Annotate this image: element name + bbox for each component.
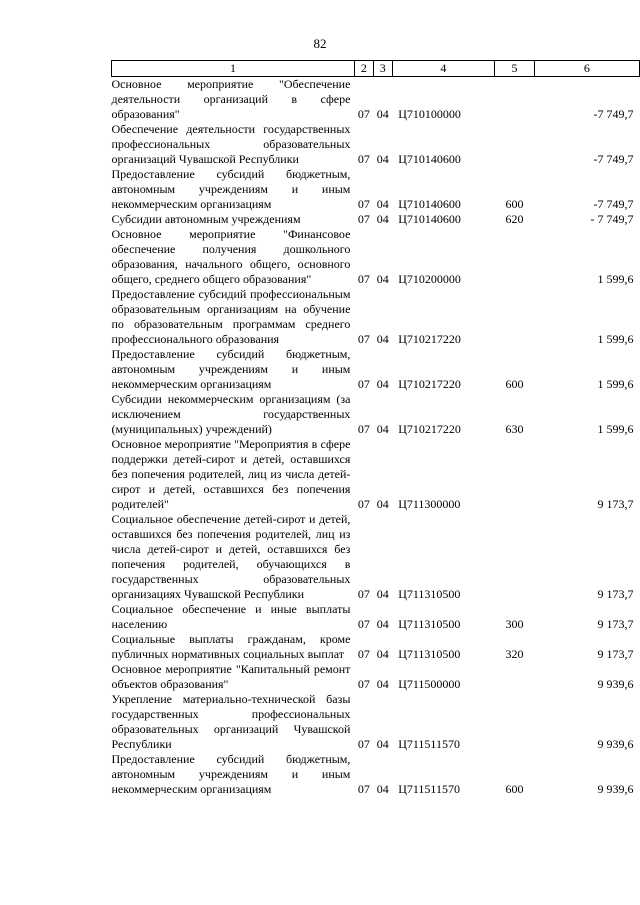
column-header-amount: 6 [534,61,639,77]
row-target-article-cell: Ц711310500 [398,647,461,661]
row-name-cell: Субсидии некоммерческим организациям (за исключением государственных (муниципальных) учреждений) [111,392,351,436]
column-header-name: 1 [112,61,355,77]
row-target-article-cell: Ц711500000 [398,677,461,691]
row-name-cell: Обеспечение деятельности государственных профессиональных образовательных организаций Чувашской Республики [111,122,351,166]
row-amount-cell: 9 939,6 [597,737,634,751]
row-expense-type-cell: 620 [505,212,524,226]
row-expense-type-cell [495,77,535,123]
row-name-cell: Предоставление субсидий бюджетным, автономным учреждениям и иным некоммерческим организациям [111,347,351,391]
row-subsection-cell: 04 [376,107,389,121]
row-amount-cell: 1 599,6 [597,332,634,346]
row-expense-type-cell [495,662,535,692]
row-section-cell: 07 [357,377,370,391]
row-expense-type-cell [495,122,535,167]
row-section-cell: 07 [357,497,370,511]
row-section-cell: 07 [357,677,370,691]
row-expense-type-cell: 600 [505,377,524,391]
row-target-article-cell: Ц711310500 [398,617,461,631]
table-row [112,752,640,797]
table-row [112,212,640,227]
row-section-cell: 07 [357,647,370,661]
row-amount-cell: - 7 749,7 [590,212,634,226]
column-number-row [112,61,640,77]
row-amount-cell: 1 599,6 [597,377,634,391]
row-expense-type-cell: 300 [505,617,524,631]
column-header-target-article: 4 [392,61,494,77]
column-header-expense-type: 5 [495,61,535,77]
row-target-article-cell: Ц710140600 [398,197,461,211]
row-amount-cell: -7 749,7 [593,152,634,166]
row-subsection-cell: 04 [376,497,389,511]
row-name-cell: Социальное обеспечение и иные выплаты населению [111,602,351,631]
row-subsection-cell: 04 [376,272,389,286]
row-target-article-cell: Ц710217220 [398,332,461,346]
row-expense-type-cell: 600 [505,197,524,211]
row-target-article-cell: Ц710140600 [398,152,461,166]
row-section-cell: 07 [357,197,370,211]
table-row [112,347,640,392]
row-subsection-cell: 04 [376,197,389,211]
row-amount-cell: 9 939,6 [597,677,634,691]
row-target-article-cell: Ц710140600 [398,212,461,226]
row-name-cell: Предоставление субсидий бюджетным, автономным учреждениям и иным некоммерческим организациям [111,752,351,796]
table-row [112,437,640,512]
row-section-cell: 07 [357,212,370,226]
row-name-cell: Укрепление материально-технической базы государственных профессиональных образовательных организаций Чувашской Республики [111,692,351,751]
row-section-cell: 07 [357,107,370,121]
row-subsection-cell: 04 [376,617,389,631]
table-row [112,77,640,123]
row-name-cell: Предоставление субсидий бюджетным, автономным учреждениям и иным некоммерческим организациям [111,167,351,211]
row-name-cell: Предоставление субсидий профессиональным образовательным организациям на обучение по образовательным программам среднего профессионального образования [111,287,351,346]
row-amount-cell: 9 173,7 [597,587,634,601]
row-section-cell: 07 [357,152,370,166]
row-amount-cell: 9 173,7 [597,617,634,631]
row-name-cell: Основное мероприятие "Капитальный ремонт объектов образования" [111,662,351,691]
row-amount-cell: 1 599,6 [597,272,634,286]
row-target-article-cell: Ц710100000 [398,107,461,121]
row-section-cell: 07 [357,422,370,436]
row-section-cell: 07 [357,782,370,796]
row-subsection-cell: 04 [376,212,389,226]
row-subsection-cell: 04 [376,332,389,346]
row-amount-cell: 9 939,6 [597,782,634,796]
row-amount-cell: -7 749,7 [593,197,634,211]
row-name-cell: Основное мероприятие "Финансовое обеспечение получения дошкольного образования, начального общего, основного общего, среднего общего образования" [111,227,351,286]
row-target-article-cell: Ц711310500 [398,587,461,601]
row-target-article-cell: Ц710217220 [398,377,461,391]
table-row [112,632,640,662]
row-section-cell: 07 [357,617,370,631]
table-row [112,602,640,632]
row-expense-type-cell: 320 [505,647,524,661]
table-row [112,167,640,212]
row-expense-type-cell: 630 [505,422,524,436]
row-expense-type-cell [495,437,535,512]
row-subsection-cell: 04 [376,377,389,391]
row-name-cell: Социальные выплаты гражданам, кроме публичных нормативных социальных выплат [111,632,351,661]
column-header-section: 2 [354,61,373,77]
row-subsection-cell: 04 [376,422,389,436]
row-target-article-cell: Ц711511570 [398,737,460,751]
row-subsection-cell: 04 [376,782,389,796]
table-row [112,287,640,347]
row-target-article-cell: Ц710217220 [398,422,461,436]
row-expense-type-cell [495,287,535,347]
page-number: 82 [313,36,327,51]
row-section-cell: 07 [357,737,370,751]
row-target-article-cell: Ц711300000 [398,497,461,511]
row-amount-cell: -7 749,7 [593,107,634,121]
table-row [112,392,640,437]
row-subsection-cell: 04 [376,737,389,751]
row-amount-cell: 9 173,7 [597,647,634,661]
table-body [112,77,640,798]
row-name-cell: Субсидии автономным учреждениям [111,212,301,226]
row-section-cell: 07 [357,332,370,346]
row-section-cell: 07 [357,272,370,286]
row-expense-type-cell [495,227,535,287]
row-target-article-cell: Ц710200000 [398,272,461,286]
table-row [112,122,640,167]
row-amount-cell: 1 599,6 [597,422,634,436]
row-expense-type-cell [495,692,535,752]
row-name-cell: Основное мероприятие "Мероприятия в сфере поддержки детей-сирот и детей, оставшихся без попечения родителей, лиц из числа детей-сирот и детей, оставшихся без попечения родителей" [111,437,351,511]
row-subsection-cell: 04 [376,647,389,661]
row-name-cell: Основное мероприятие "Обеспечение деятельности организаций в сфере образования" [111,77,351,121]
row-name-cell: Социальное обеспечение детей-сирот и детей, оставшихся без попечения родителей, лиц из числа детей-сирот и детей, оставшихся без попечения родителей, обучающихся в государственных образовательных организациях Чувашской Республики [111,512,351,601]
table-row [112,227,640,287]
row-subsection-cell: 04 [376,677,389,691]
table-row [112,692,640,752]
row-subsection-cell: 04 [376,587,389,601]
row-subsection-cell: 04 [376,152,389,166]
column-header-subsection: 3 [373,61,392,77]
budget-table [111,60,640,797]
row-expense-type-cell [495,512,535,602]
row-target-article-cell: Ц711511570 [398,782,460,796]
table-row [112,662,640,692]
row-amount-cell: 9 173,7 [597,497,634,511]
table-row [112,512,640,602]
row-section-cell: 07 [357,587,370,601]
row-expense-type-cell: 600 [505,782,524,796]
